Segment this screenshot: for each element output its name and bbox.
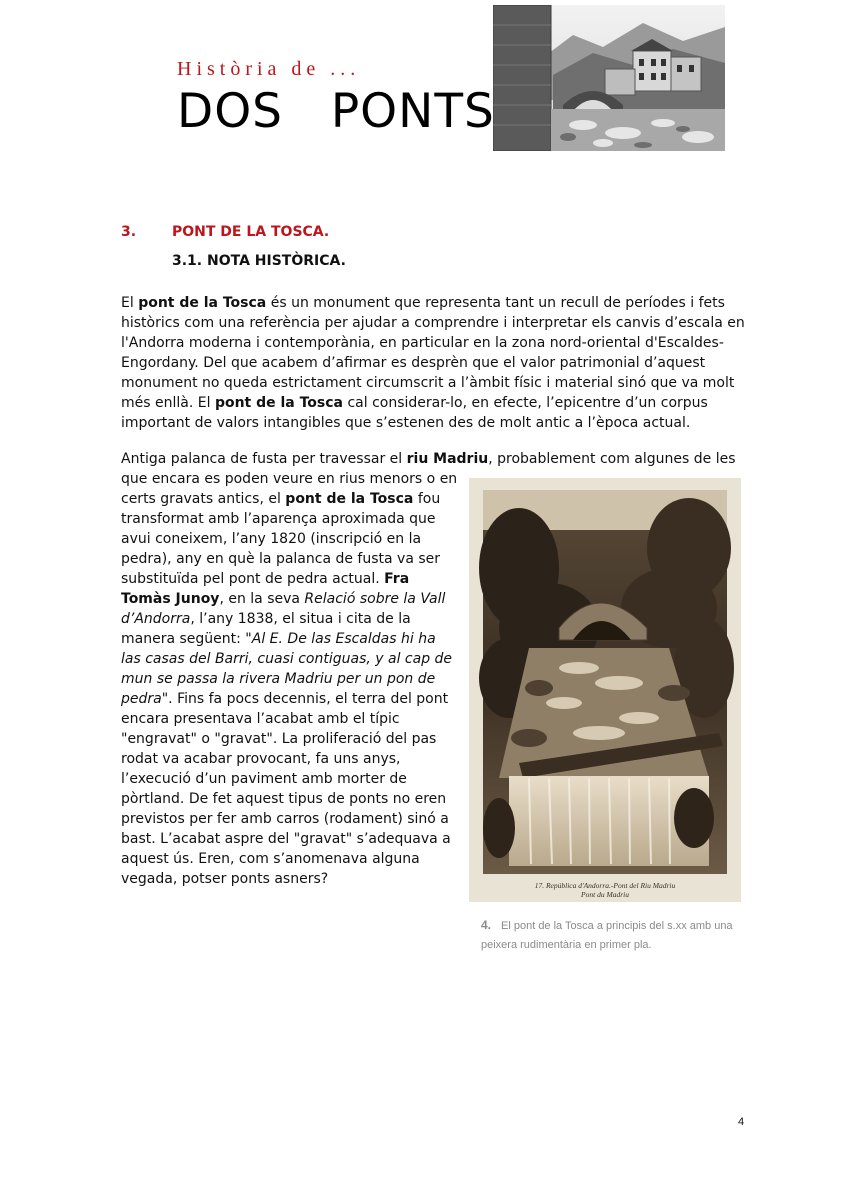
section-number: 3. [121,224,137,240]
postcard-caption-line1: 17. República d'Andorra.-Pont del Riu Madriu [534,881,676,890]
italic-quote: Al E. De las Escaldas hi ha las casas del Barri, cuasi contiguas, y al cap de mun se passa la rivera Madriu per un pon de pedra [121,631,453,707]
postcard-caption-line2: Pont du Madriu [581,890,629,899]
figure-caption [481,916,743,955]
text-run: , en la seva [219,591,305,607]
figure-number: 4. [481,918,492,932]
text-run: , probablement com algunes de les [488,451,736,467]
bold-term: pont de la Tosca [138,295,267,311]
page-title: DOS PONTS [177,84,495,139]
section-title: PONT DE LA TOSCA. [172,224,330,240]
text-run: , l’any 1838, el situa i cita de la manera següent: " [121,611,411,647]
italic-title: Relació sobre la Vall d’Andorra [121,591,446,627]
figure-caption-text: El pont de la Tosca a principis del s.xx amb una peixera rudimentària en primer pla. [481,920,733,951]
bold-term: Fra Tomàs Junoy [121,571,410,607]
text-run: Antiga palanca de fusta per travessar el [121,451,407,467]
text-run: cal considerar-lo, en efecte, l’epicentre d’un corpus important de valors intangibles que s’estenen des de molt antic a l’època actual. [121,395,708,431]
page-number: 4 [738,1116,745,1128]
text-run: és un monument que representa tant un recull de períodes i fets històrics com una referència per ajudar a comprendre i interpretar els canvis d’escala en l'Andorra moderna i contemporània, en particular en la zona nord-oriental d'Escaldes-Engordany. Del que acabem d’afirmar es desprèn que el valor patrimonial d’aquest monument no queda estrictament circumscrit a l’àmbit físic i material sinó que va molt més enllà. El [121,295,745,411]
bold-term: pont de la Tosca [214,395,344,411]
text-run: El [121,295,139,311]
postcard-bridge-photo-icon [469,478,741,902]
paragraph-history-lead [121,449,745,469]
bold-term: riu Madriu [406,451,489,467]
header-photo [493,5,725,151]
header-kicker: Història de ... [177,58,361,80]
postcard-photo [469,478,741,902]
subsection-title: 3.1. NOTA HISTÒRICA. [172,253,346,269]
text-run: fou transformat amb l’aparença aproximada que avui coneixem, l’any 1820 (inscripció en la pedra), any en què la palanca de fusta va ser substituïda pel pont de pedra actual. [121,491,441,587]
text-run: ". Fins fa pocs decennis, el terra del pont encara presentava l’acabat amb el típic "engravat" o "gravat". La proliferació del pas rodat va acabar provocant, fa uns anys, l’execució d’un paviment amb morter de pòrtland. De fet aquest tipus de ponts no eren previstos per fer amb carros (rodament) sinó a bast. L’acabat aspre del "gravat" s’adequava a aquest ús. Eren, com s’anomenava alguna vegada, potser ponts asners? [121,691,451,887]
paragraph-history-body [121,469,459,889]
paragraph-intro [121,293,745,433]
bold-term: pont de la Tosca [285,491,414,507]
village-bridge-photo-icon [493,5,725,151]
text-run: que encara es poden veure en rius menors o en certs gravats antics, el [121,471,458,507]
